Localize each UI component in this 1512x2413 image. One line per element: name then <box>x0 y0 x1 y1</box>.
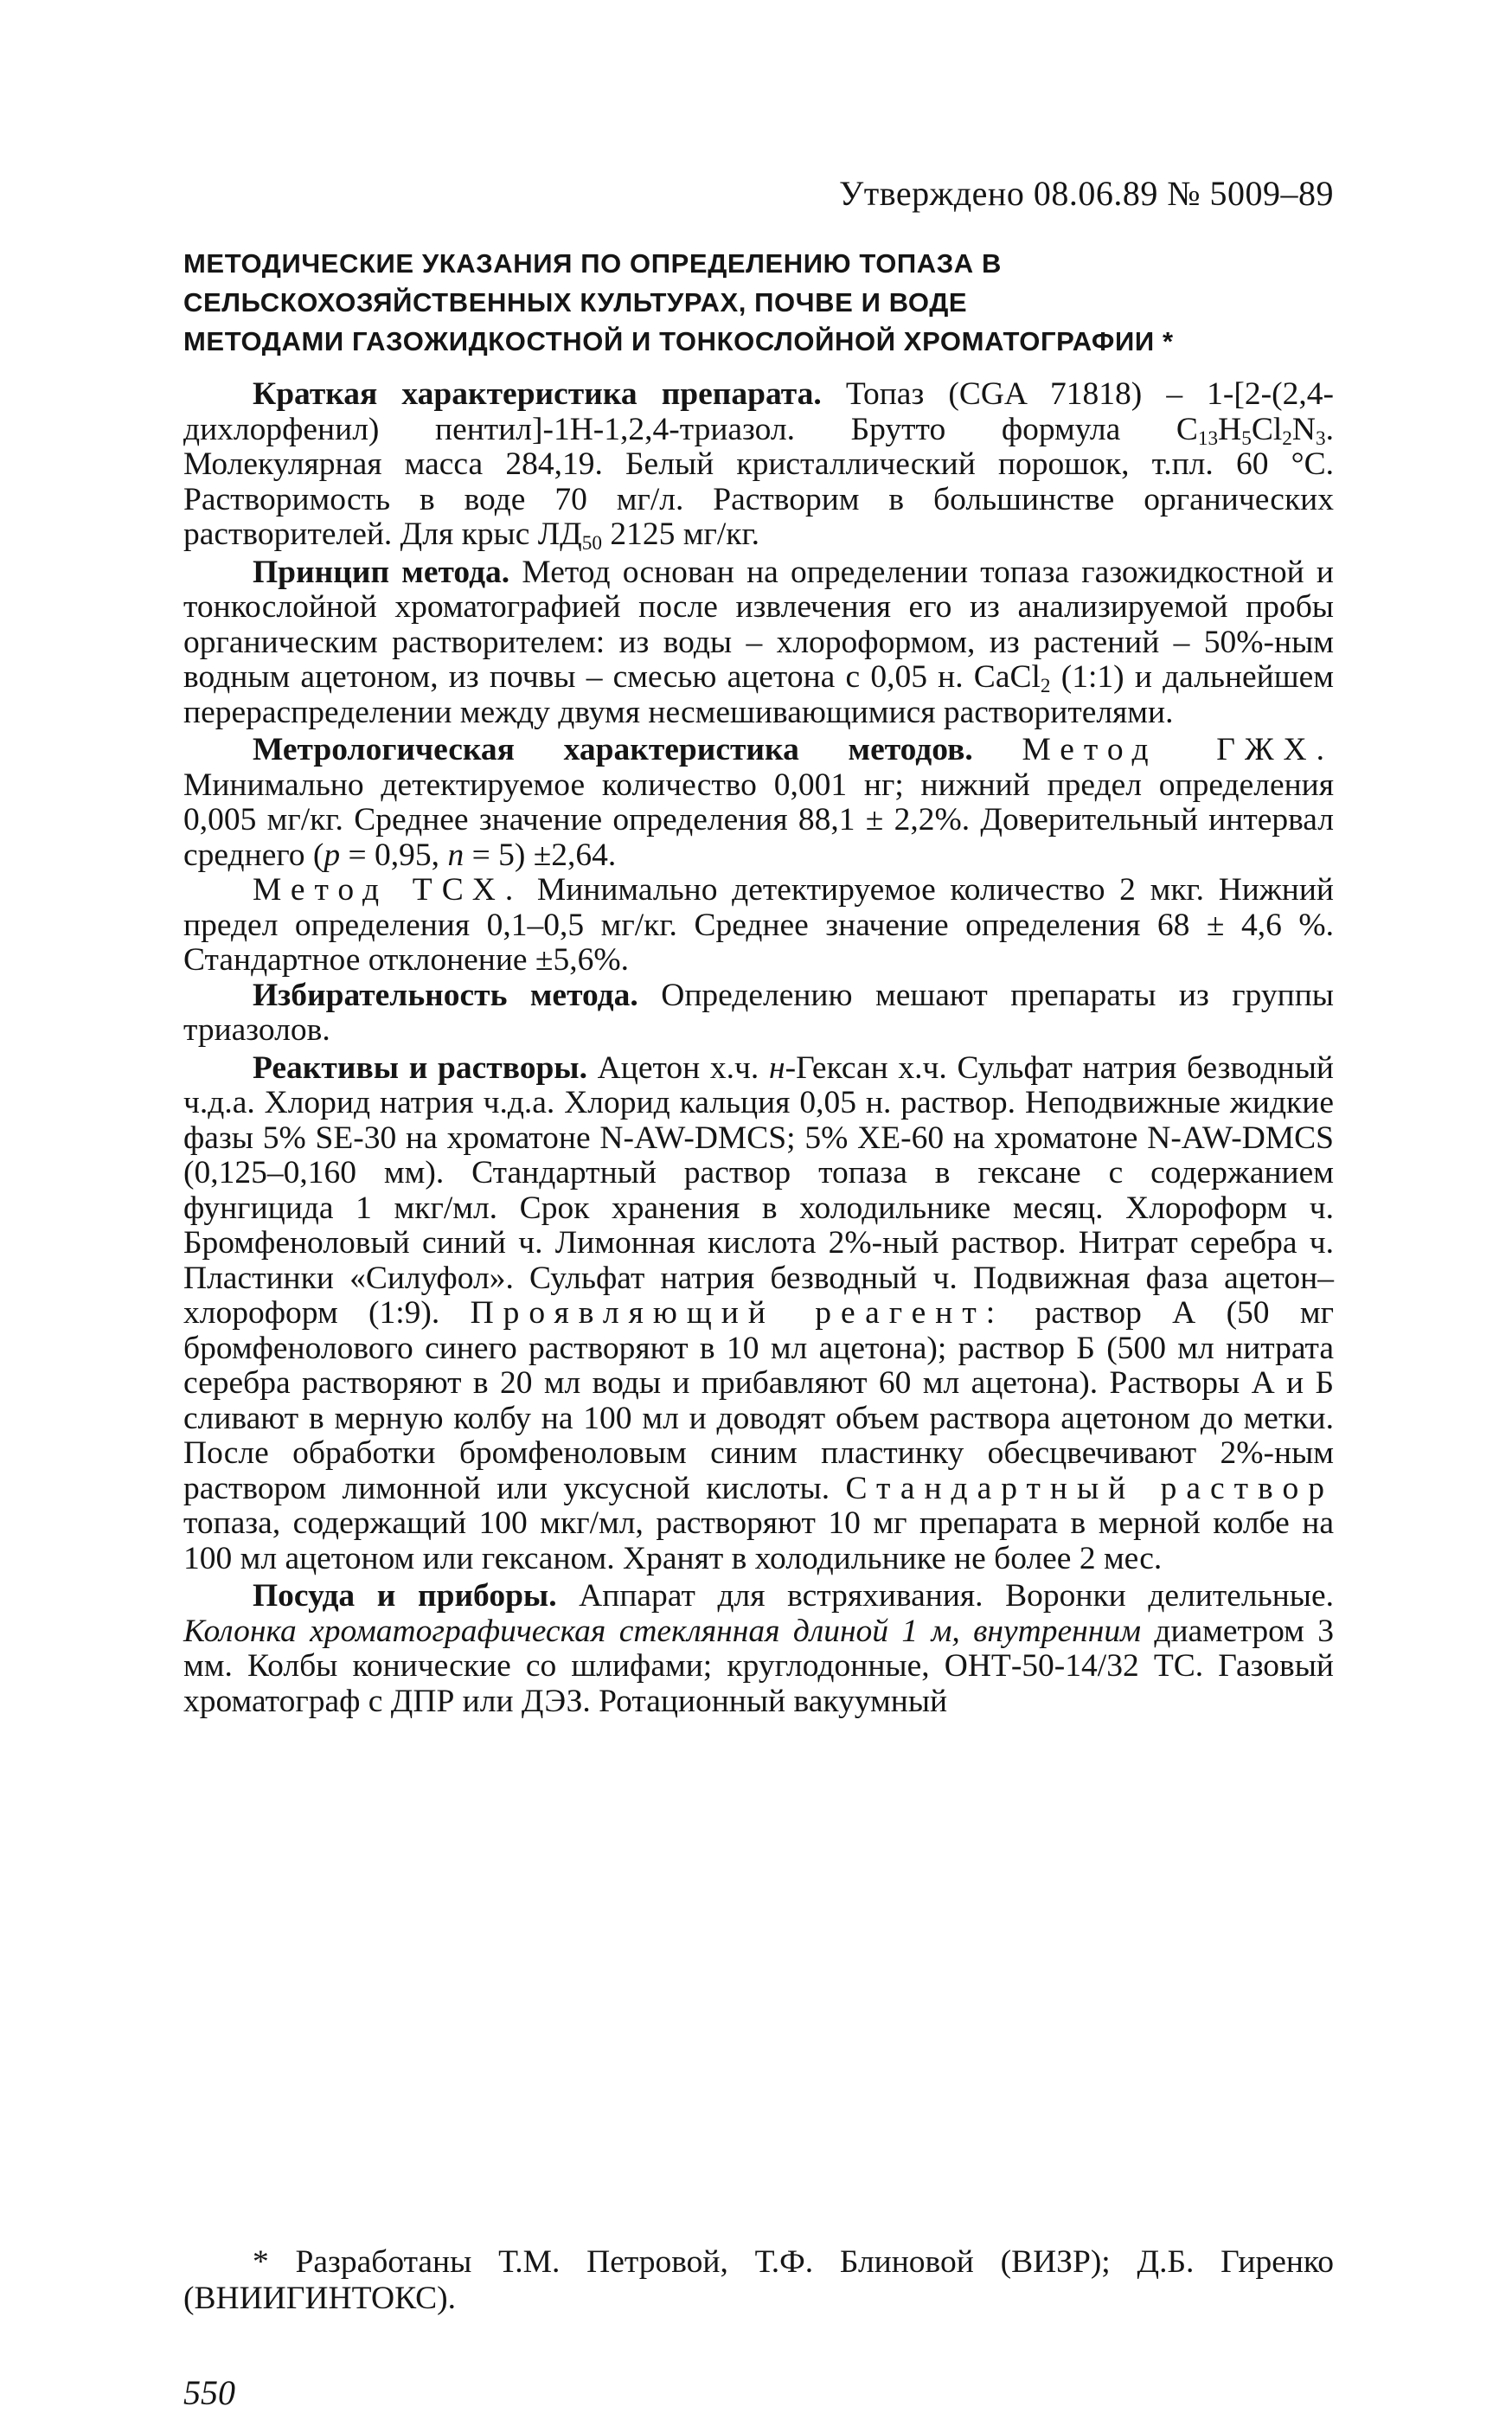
text: -Гексан х.ч. Сульфат натрия безводный ч.д.а. Хлорид натрия ч.д.а. Хлорид кальция 0,05 н. раствор. Неподвижные жидкие фазы 5% SE-30 на хроматоне N-AW-DMCS; 5% XE-60 на хроматоне N-AW-DMCS (0,125–0,160 мм). Стандартный раствор топаза в гексане с содержанием фунгицида 1 мкг/мл. Срок хранения в холодильнике месяц. Хлороформ ч. Бромфеноловый синий ч. Лимонная кислота 2%-ный раствор. Нитрат серебра ч. Пластинки «Силуфол». Сульфат натрия безводный ч. Подвижная фаза ацетон–хлороформ (1:9). <box>183 1049 1334 1331</box>
subscript: 50 <box>581 531 603 555</box>
section-heading-characteristic: Краткая характеристика препарата. <box>253 376 822 412</box>
subscript: 2 <box>1040 674 1051 697</box>
title-line-1: МЕТОДИЧЕСКИЕ УКАЗАНИЯ ПО ОПРЕДЕЛЕНИЮ ТОПАЗА В <box>183 248 1002 279</box>
text: топаза, содержащий 100 мкг/мл, растворяют 10 мг препарата в мерной колбе на 100 мл ацетоном или гексаном. Хранят в холодильнике не более 2 мес. <box>183 1505 1334 1576</box>
paragraph-characteristic <box>183 377 1334 553</box>
subscript: 5 <box>1241 427 1252 450</box>
standard-solution-label: Стандартный раствор <box>845 1470 1334 1506</box>
text: Минимально детектируемое количество 0,001 нг; нижний предел определения 0,005 мг/кг. Среднее значение определения 88,1 ± 2,2%. Доверительный интервал среднего ( <box>183 767 1334 873</box>
text: Топаз (CGA 71818) – 1-[2-(2,4-дихлорфенил) пентил]-1Н-1,2,4-триазол. Брутто формула С <box>183 376 1334 447</box>
text: 2125 мг/кг. <box>602 517 760 552</box>
paragraph-metrology <box>183 733 1334 873</box>
document-title <box>183 244 1334 361</box>
text: Н <box>1218 411 1242 447</box>
text: раствор А (50 мг бромфенолового синего растворяют в 10 мл ацетона); раствор Б (500 мл нитрата серебра растворяют в 20 мл воды и прибавляют 60 мл ацетона). Растворы А и Б сливают в мерную колбу на 100 мл и доводят объем раствора ацетоном до метки. После обработки бромфеноловым синим пластинку обесцвечивают 2%-ным раствором лимонной или уксусной кислоты. <box>183 1295 1334 1506</box>
paragraph-reagents <box>183 1051 1334 1577</box>
document-body <box>183 377 1334 1719</box>
text: Аппарат для встряхивания. Воронки делительные. <box>556 1578 1334 1614</box>
approval-note: Утверждено 08.06.89 № 5009–89 <box>838 174 1334 213</box>
method-gzh-label: Метод ГЖХ. <box>1022 732 1335 767</box>
section-heading-principle: Принцип метода. <box>253 554 510 590</box>
developing-reagent-label: Проявляющий реагент: <box>470 1295 1005 1331</box>
subscript: 3 <box>1316 427 1326 450</box>
text: (1:1) и дальнейшем перераспределении между двумя несмешивающимися растворителями. <box>183 659 1335 730</box>
section-heading-selectivity: Избирательность метода. <box>253 977 638 1013</box>
text: = 5) ±2,64. <box>464 837 617 873</box>
section-heading-reagents: Реактивы и растворы. <box>253 1049 587 1086</box>
subscript: 13 <box>1197 427 1219 450</box>
paragraph-equipment <box>183 1579 1334 1719</box>
footnote: * Разработаны Т.М. Петровой, Т.Ф. Блиновой (ВИЗР); Д.Б. Гиренко (ВНИИГИНТОКС). <box>183 2244 1334 2316</box>
text: = 0,95, <box>340 837 448 873</box>
paragraph-tlc <box>183 873 1334 979</box>
title-line-2: СЕЛЬСКОХОЗЯЙСТВЕННЫХ КУЛЬТУРАХ, ПОЧВЕ И ВОДЕ <box>183 287 968 318</box>
subscript: 2 <box>1282 427 1292 450</box>
paragraph-selectivity <box>183 979 1334 1049</box>
text: Метод основан на определении топаза газожидкостной и тонкослойной хроматографией после извлечения его из анализируемой пробы органическим растворителем: из воды – хлороформом, из растений – 50%-ным водным ацетоном, из почвы – смесью ацетона с 0,05 н. СaCl <box>183 554 1335 695</box>
text: Минимально детектируемое количество 2 мкг. Нижний предел определения 0,1–0,5 мг/кг. Среднее значение определения 68 ± 4,6 %. Стандартное отклонение ±5,6%. <box>183 872 1334 978</box>
section-heading-metrology: Метрологическая характеристика методов. <box>253 732 973 767</box>
title-line-3: МЕТОДАМИ ГАЗОЖИДКОСТНОЙ И ТОНКОСЛОЙНОЙ ХРОМАТОГРАФИИ * <box>183 326 1174 356</box>
text: Cl <box>1251 411 1283 447</box>
method-tsh-label: Метод ТСХ. <box>253 872 523 908</box>
section-heading-equipment: Посуда и приборы. <box>253 1578 557 1614</box>
text: . Молекулярная масса 284,19. Белый кристаллический порошок, т.пл. 60 °С. Растворимость в воде 70 мг/л. Растворим в большинстве органических растворителей. Для крыс ЛД <box>183 411 1334 552</box>
text: N <box>1291 411 1316 447</box>
text: Определению мешают препараты из группы триазолов. <box>183 977 1334 1048</box>
paragraph-principle <box>183 555 1334 731</box>
variable-n: n <box>447 837 464 873</box>
variable-p: р <box>324 837 341 873</box>
page-number: 550 <box>183 2373 235 2412</box>
italic-text: Колонка хроматографическая стеклянная длиной 1 м, внутренним <box>183 1613 1142 1649</box>
text: Ацетон х.ч. <box>586 1049 769 1086</box>
text: диаметром 3 мм. Колбы конические со шлифами; круглодонные, ОНТ-50-14/32 ТС. Газовый хроматограф с ДПР или ДЭЗ. Ротационный вакуумный <box>183 1613 1334 1719</box>
n-prefix: н <box>769 1049 785 1086</box>
